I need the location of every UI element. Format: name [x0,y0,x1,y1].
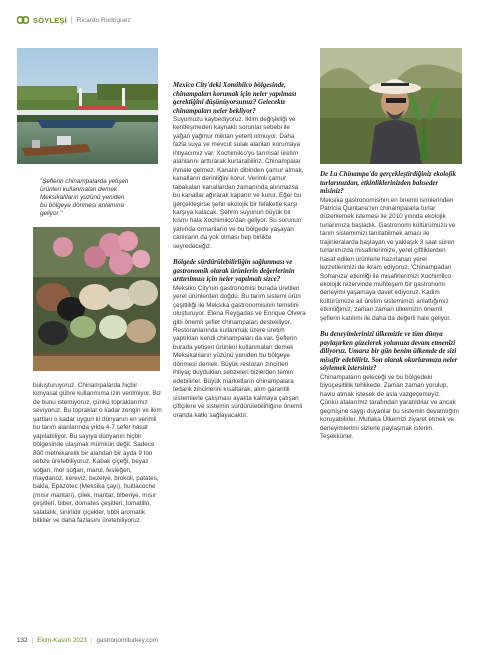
photo-caption: "Şeflerin chinampalarda yetişen ürünleri kullanmalan demek Meksikalıların yüzünü yeniden bu bölgeye dönmesi anlamına geliyor." [40,178,129,217]
left-text-column [33,382,163,526]
answer-text: Chinampaların geleceği ve bu bölgedeki biyoçeşitlilik tehlikede. Zaman zaman yorulup, havlu atmak istesek de asla vazgeçemeyiz. Çünkü atalarımız tarafından yaratıldılar ve ancak geçmişine saygı duyanlar bu sistemin devamlığını koruyabilirler. Mutlaka Ülkemizi ziyaret etmek ve deneyimlerimi sizlerle paylaşmak isterim. Teşekkürler. [320,373,459,440]
left-body-text: buluşturuyoruz. Chinampalarda hiçbir kimyasal gübre kullanmıma izin verilmiyor. Biz de bunu istemiyoruz, çünkü topraklarımız sevıyoruz. Bu topraklar o kadar zengin ve ikim şartları o kadar uygun ki dünyanın en verimli bu tarım alanlarında yılda 4-7 sefer hasat yapılabiliyor. Bu sayıya dünyanın hiçbir bölgesinde ulaşmak mümkün değil. Sadece 800 metrekarelik bir alandan bir ayda 9 ton sebze üretebiliyoruz. Kabak çiçeği, beyaz soğan, mor soğan, marul, fesleğen, maydanoz, kereviz, bezelye, brokoli, patates, bakla, Epazotec (Meksika çayı), huitlacoche (mısır mantarı), çilek, mantar, biberiye, mısır çeşitleri, biber, domates çeşitleri, tomatillo, salatalık, sinirlidir çiçekler, tıbbi aromatik bitkiler ve daha fazlasını üretebiliyoruz. [33,382,162,525]
page-header [17,15,131,25]
page-footer [17,637,158,644]
question-heading: Mexico City'deki Xomihilco bölgesinde, chinampaları korumak için neler yapılması gerektiğini düşünüyorsunuz? Gelecekte chinampaları neler bekliyor? [173,82,297,115]
question-heading: Bu deneyimlerinizi ülkemizle ve tüm dünya paylaşırken güzelerek yolunuza devam etmenizi diliyoruz. Umarız bir gün benim ülkemde de sizi misafir edebiliriz. Son olarak okurlarımıza neler söylemek istersiniz? [320,331,458,373]
author-name: Ricardo Rodriguez [76,16,131,24]
section-label: SÖYLEŞİ [33,15,67,25]
issue-date: Ekim-Kasım 2023 [37,637,87,644]
website-link[interactable]: gastronomiturkey.com [96,637,158,644]
question-heading: De La Chinampa'da gerçekleştirdiğiniz ekolojik turlarınızdan, etkinliklerinizden bahseder misiniz? [320,171,456,195]
footer-separator: | [90,637,93,644]
farmer-portrait-photo [320,48,462,164]
answer-text: Suyumuzu kaybediyoruz. İklim değişikliği ve kentleşmeden kaynaklı sorunlar sebebi ile yağan yağmur miktarı yeterli olmuyor. Daha fazla suya ve mevcut sulak alanları korumaya ihtiyacımız var. Xochimilco'yu tarımsal üretim alanlarını arttırarak kurtarabiliriz. Chinampalar ihmale gelmez. Kanalın dibinden çamur almak, kanalların derinliğini korur. Verimli çamur tabakaları kanallardan zamanında alınmazsa bu kanallar ağırarak kapanır ve kurur. Eğer bu gerçekleşirse şehir ekolojik bir felaketle karşı karşıya kalacak. Şehrin suyunun büyük bir kısmı hala Xochimilco'dan geliyor. Su sorunun yanında ormanların ve bu bölgede yaşayan canlıların da yok olması hep birlikte seyredeceğiz. [173,116,304,250]
canal-boats-photo [17,48,158,164]
answer-text: Meksika gastronomisinin en önemli isimlerinden Patricia Quintana'nın chinampalarla turlar düzenlemek istemesi ile 2010 yılında ekolojik turlarımıza başladık. Gastronomi kültürümüzü ve tarım sistemimizi tanıtabilmek amacı ile trajinleralarda başlayan ve yaklaşık 3 saat süren turlarımızda misafirlerimize, yerel çiftliklerden hasat edilen ürünlerle hazırlanan yerel lezzetlerimizi de ikram ediyoruz. 'Chinampadan Sofranıza' etkinliği ile misafirlerimizi Xochimilco ekolojik rezervinde muhteşem bir gastronomi deneyimi yaşamaya davet ediyoruz. Kadim kültürümüze ait üretim sistemimizi anlattığımız etkinliğimiz, zaman zaman ülkemizin önemli şeflerin katılımı ile daha da değerli hale geliyor. [320,196,456,322]
header-separator: | [70,16,73,24]
magazine-logo-icon [17,15,29,25]
vegetables-photo [33,227,160,371]
answer-text: Meksiko City'nin gastronomisi burada üretilen yerel ürünlerden doğdu. Bu tarım sistemi ürün çeşitliliği ile Meksika gastronomisinin temelini oluşturuyor. Elena Reygadas ve Enrique Olvera gibi önemli şefler chinampaları destekliyor. Restoranlarında kullanmak üzere üretim yaptıkları kendi chinampaları da var. Şeflerin burada yetişen ürünleri kullanmaları demek Meksikalıların yüzünü yeniden bu bölgeye dönmesi demek. Büyük restoran zincirleri ihtiyaç duydukları sebzeleri bizlerden temin edebilirler. Büyük marketların chinampalara tedarik zincirlerini kısaltarak, alım garantili sistemlerle çalışması ayakta kalmaya çalışan çiftçilere ve sistemin sürdürülebilirliğine önemli oranda katkı sağlayacaktır. [173,284,306,419]
footer-separator: | [31,637,34,644]
question-heading: Bölgede sürdürülebilirliğin sağlanması ve gastronomik olarak ürünlerin değerlerinin arttırılması için neler yapılmalı sizce? [173,259,295,284]
middle-text-column [173,82,306,420]
right-text-column [320,171,460,441]
page-number: 132 [17,637,28,644]
